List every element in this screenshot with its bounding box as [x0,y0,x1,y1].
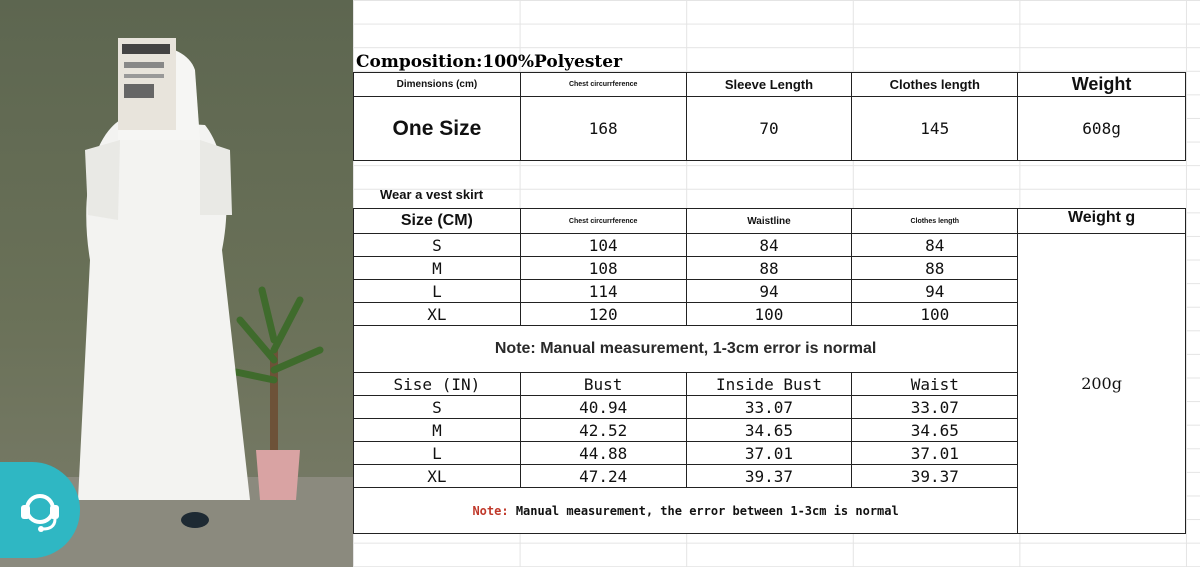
header-chest: Chest circurrference [520,73,686,97]
header-inside-bust: Inside Bust [686,373,852,396]
size-cell: S [354,234,521,257]
waist-cell: 33.07 [852,396,1018,419]
sleeve-value: 70 [686,97,852,161]
composition-label: Composition:100%Polyester [356,52,623,72]
length-cell: 84 [852,234,1018,257]
size-cell: S [354,396,521,419]
inside-bust-cell: 39.37 [686,465,852,488]
customer-service-headset-icon [13,483,67,537]
header-size-cm: Size (CM) [354,209,521,234]
measurement-note: Note: Manual measurement, 1-3cm error is normal [354,326,1018,373]
size-cell: L [354,280,521,303]
length-cell: 88 [852,257,1018,280]
bust-cell: 47.24 [520,465,686,488]
one-size-label: One Size [354,97,521,161]
waist-cell: 34.65 [852,419,1018,442]
inside-bust-cell: 33.07 [686,396,852,419]
size-cell: M [354,419,521,442]
size-cell: L [354,442,521,465]
bust-cell: 42.52 [520,419,686,442]
waist-cell: 39.37 [852,465,1018,488]
header-bust: Bust [520,373,686,396]
chest-cell: 114 [520,280,686,303]
header-sleeve-length: Sleeve Length [686,73,852,97]
inside-bust-cell: 34.65 [686,419,852,442]
header-dimensions: Dimensions (cm) [354,73,521,97]
measurement-note-2 [354,488,1018,534]
waist-cell: 88 [686,257,852,280]
size-cell: M [354,257,521,280]
bust-cell: 40.94 [520,396,686,419]
size-cell: XL [354,303,521,326]
chest-cell: 108 [520,257,686,280]
header-weight-g: Weight g [1018,209,1186,234]
weight-cell: 200g [1018,234,1186,534]
header-weight: Weight [1018,73,1186,97]
note-text: Manual measurement, the error between 1-3cm is normal [515,503,899,518]
header-clothes-length: Clothes length [852,209,1018,234]
bust-cell: 44.88 [520,442,686,465]
size-table-one-size [353,72,1186,161]
inside-bust-cell: 37.01 [686,442,852,465]
chest-value: 168 [520,97,686,161]
header-clothes-length: Clothes length [852,73,1018,97]
chest-cell: 120 [520,303,686,326]
waist-cell: 84 [686,234,852,257]
note-label: Note: [472,503,509,518]
header-size-in: Sise (IN) [354,373,521,396]
length-cell: 94 [852,280,1018,303]
weight-value: 608g [1018,97,1186,161]
waist-cell: 37.01 [852,442,1018,465]
header-waistline: Waistline [686,209,852,234]
section-title: Wear a vest skirt [380,187,484,202]
header-waist: Waist [852,373,1018,396]
size-table-vest-skirt [353,208,1186,534]
clothes-length-value: 145 [852,97,1018,161]
waist-cell: 94 [686,280,852,303]
header-chest: Chest circurrference [520,209,686,234]
length-cell: 100 [852,303,1018,326]
waist-cell: 100 [686,303,852,326]
chest-cell: 104 [520,234,686,257]
size-cell: XL [354,465,521,488]
